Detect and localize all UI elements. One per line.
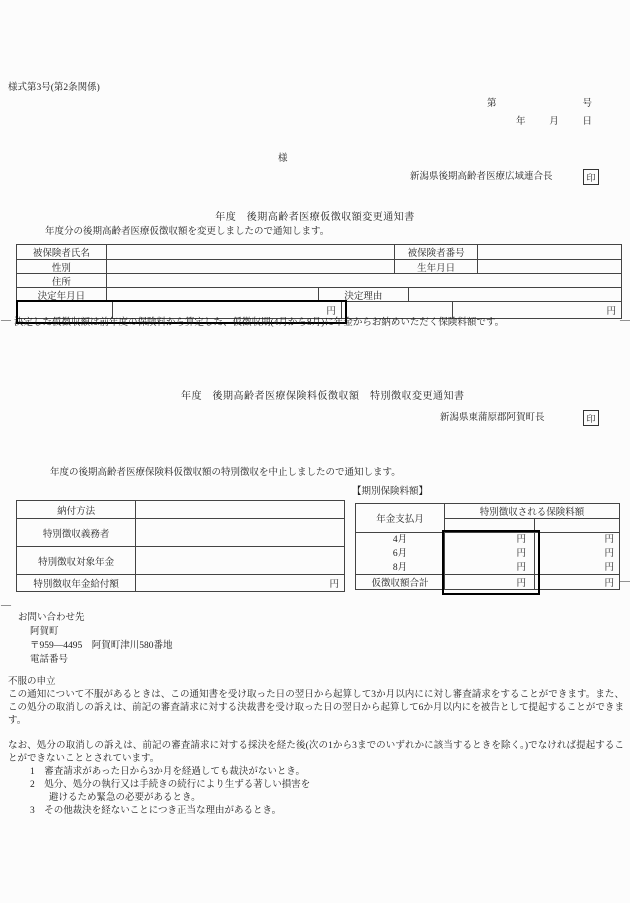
decision-reason-value — [408, 288, 621, 301]
notice2-title: 年度 後期高齢者医療保険料仮徴収額 特別徴収変更通知書 — [181, 391, 465, 402]
insured-number-value — [477, 245, 621, 259]
payment-method-label: 納付方法 — [57, 506, 96, 517]
fold-mark: ― — [1, 600, 11, 611]
notice1-intro: 年度分の後期高齢者医療仮徴収額を変更しましたので通知します。 — [45, 227, 330, 237]
date-line — [516, 116, 592, 129]
pension-benefit-yen: 円 — [135, 575, 344, 591]
special-collection-col-label: 特別徴収される保険料額 — [444, 504, 619, 518]
document-number-line — [487, 98, 592, 111]
appeal-item-2: 2 処分、処分の執行又は手続きの続行により生ずる著しい損害を — [30, 780, 311, 790]
month-list — [356, 532, 444, 574]
fold-mark: ― — [620, 315, 630, 326]
month-april: 4月 — [392, 535, 408, 545]
seal-box-1: 印 — [583, 169, 599, 185]
appeal-heading: 不服の申立 — [8, 677, 56, 687]
table-row — [17, 574, 344, 591]
addressee-suffix: 様 — [278, 154, 288, 164]
decision-reason-label: 決定理由 — [318, 288, 408, 301]
doc-no-suffix: 号 — [582, 99, 592, 109]
pension-month-col-label: 年金支払月 — [376, 515, 424, 525]
amount-cell-blank — [17, 302, 112, 318]
subheader-blank-a — [444, 518, 534, 532]
june-yen-b: 円 — [604, 549, 614, 559]
gender-label: 性別 — [51, 263, 71, 273]
table-row — [17, 259, 621, 273]
amount-col-b — [534, 532, 619, 574]
appeal-item-1: 1 審査請求があった日から3か月を経過しても裁決がないとき。 — [30, 767, 306, 777]
date-month-label: 月 — [549, 117, 559, 127]
notice1-issuer: 新潟県後期高齢者医療広域連合長 — [410, 172, 553, 182]
table-row — [17, 245, 621, 259]
insured-name-label: 被保険者氏名 — [32, 249, 90, 259]
contact-address: 〒959―4495 阿賀町津川580番地 — [30, 641, 173, 651]
contact-office: 阿賀町 — [30, 627, 59, 637]
april-yen-a: 円 — [516, 535, 526, 545]
appeal-item-3: 3 その他裁決を経ないことにつき正当な理由があるとき。 — [30, 806, 282, 816]
insured-number-label: 被保険者番号 — [394, 245, 478, 259]
date-year-label: 年 — [516, 117, 526, 127]
amount-yen-2: 円 — [452, 302, 621, 318]
notice1-note: 決定した仮徴収額は前年度の保険料から算定した、仮徴収期(4月から8月)に年金からお納めいただく保険料額です。 — [14, 318, 505, 328]
table-row — [17, 501, 344, 518]
subheader-blank-b — [534, 518, 619, 532]
period-premium-table — [355, 503, 620, 590]
fold-mark: ― — [1, 315, 11, 326]
contact-phone-label: 電話番号 — [30, 655, 69, 665]
august-yen-a: 円 — [516, 563, 526, 573]
insured-name-value — [106, 245, 394, 259]
appeal-item-2-continued: 避けるため緊急の必要があるとき。 — [30, 793, 201, 803]
june-yen-a: 円 — [516, 549, 526, 559]
total-yen-a: 円 — [444, 574, 534, 589]
seal-box-2: 印 — [583, 410, 599, 426]
target-pension-value — [135, 547, 344, 574]
date-day-label: 日 — [582, 117, 592, 127]
period-table-heading: 【期別保険料額】 — [352, 487, 429, 497]
notice2-intro: 年度の後期高齢者医療保険料仮徴収額の特別徴収を中止しましたので通知します。 — [50, 468, 401, 478]
april-yen-b: 円 — [604, 535, 614, 545]
payment-method-value — [135, 501, 344, 518]
form-number-label: 様式第3号(第2条関係) — [8, 83, 100, 93]
table-row — [17, 546, 344, 574]
pension-benefit-label: 特別徴収年金給付額 — [33, 580, 119, 590]
payment-method-table — [16, 500, 345, 592]
decision-date-value — [106, 288, 318, 301]
table-row — [17, 287, 621, 301]
insured-info-table — [16, 244, 622, 319]
contact-heading: お問い合わせ先 — [18, 613, 85, 623]
doc-no-prefix: 第 — [487, 99, 497, 109]
gender-value — [106, 260, 394, 273]
amount-yen-1: 円 — [112, 302, 341, 318]
address-label: 住所 — [51, 277, 71, 287]
table-row — [17, 301, 621, 318]
address-value — [106, 274, 621, 287]
decision-date-label: 決定年月日 — [37, 291, 86, 301]
month-august: 8月 — [392, 563, 408, 573]
total-yen-b: 円 — [534, 574, 619, 589]
provisional-total-label: 仮徴収額合計 — [356, 574, 444, 589]
table-row — [17, 518, 344, 546]
collection-obligor-value — [135, 519, 344, 546]
august-yen-b: 円 — [604, 563, 614, 573]
target-pension-label: 特別徴収対象年金 — [38, 557, 115, 568]
amount-cell-blank-2 — [341, 302, 452, 318]
appeal-paragraph-2: なお、処分の取消しの訴えは、前記の審査請求に対する採決を経た後(次の1から3までのいずれかに該当するときを除く。)でなければ提起することができないこととされています。 — [8, 741, 624, 764]
notice1-title: 年度 後期高齢者医療仮徴収額変更通知書 — [215, 212, 415, 223]
birthdate-label: 生年月日 — [394, 260, 478, 273]
month-june: 6月 — [392, 549, 408, 559]
table-row — [17, 273, 621, 287]
birthdate-value — [477, 260, 621, 273]
fold-mark: ― — [620, 576, 630, 587]
collection-obligor-label: 特別徴収義務者 — [42, 529, 110, 540]
appeal-paragraph-1: この通知について不服があるときは、この通知書を受け取った日の翌日から起算して3か月以内にに対し審査請求をすることができます。また、この処分の取消しの訴えは、前記の審査請求に対する決裁書を受け取った日の翌日から起算して6か月以内にを被告として提起することができます。 — [8, 690, 624, 726]
notice2-issuer: 新潟県東蒲原郡阿賀町長 — [440, 413, 545, 423]
amount-col-a — [444, 532, 534, 574]
